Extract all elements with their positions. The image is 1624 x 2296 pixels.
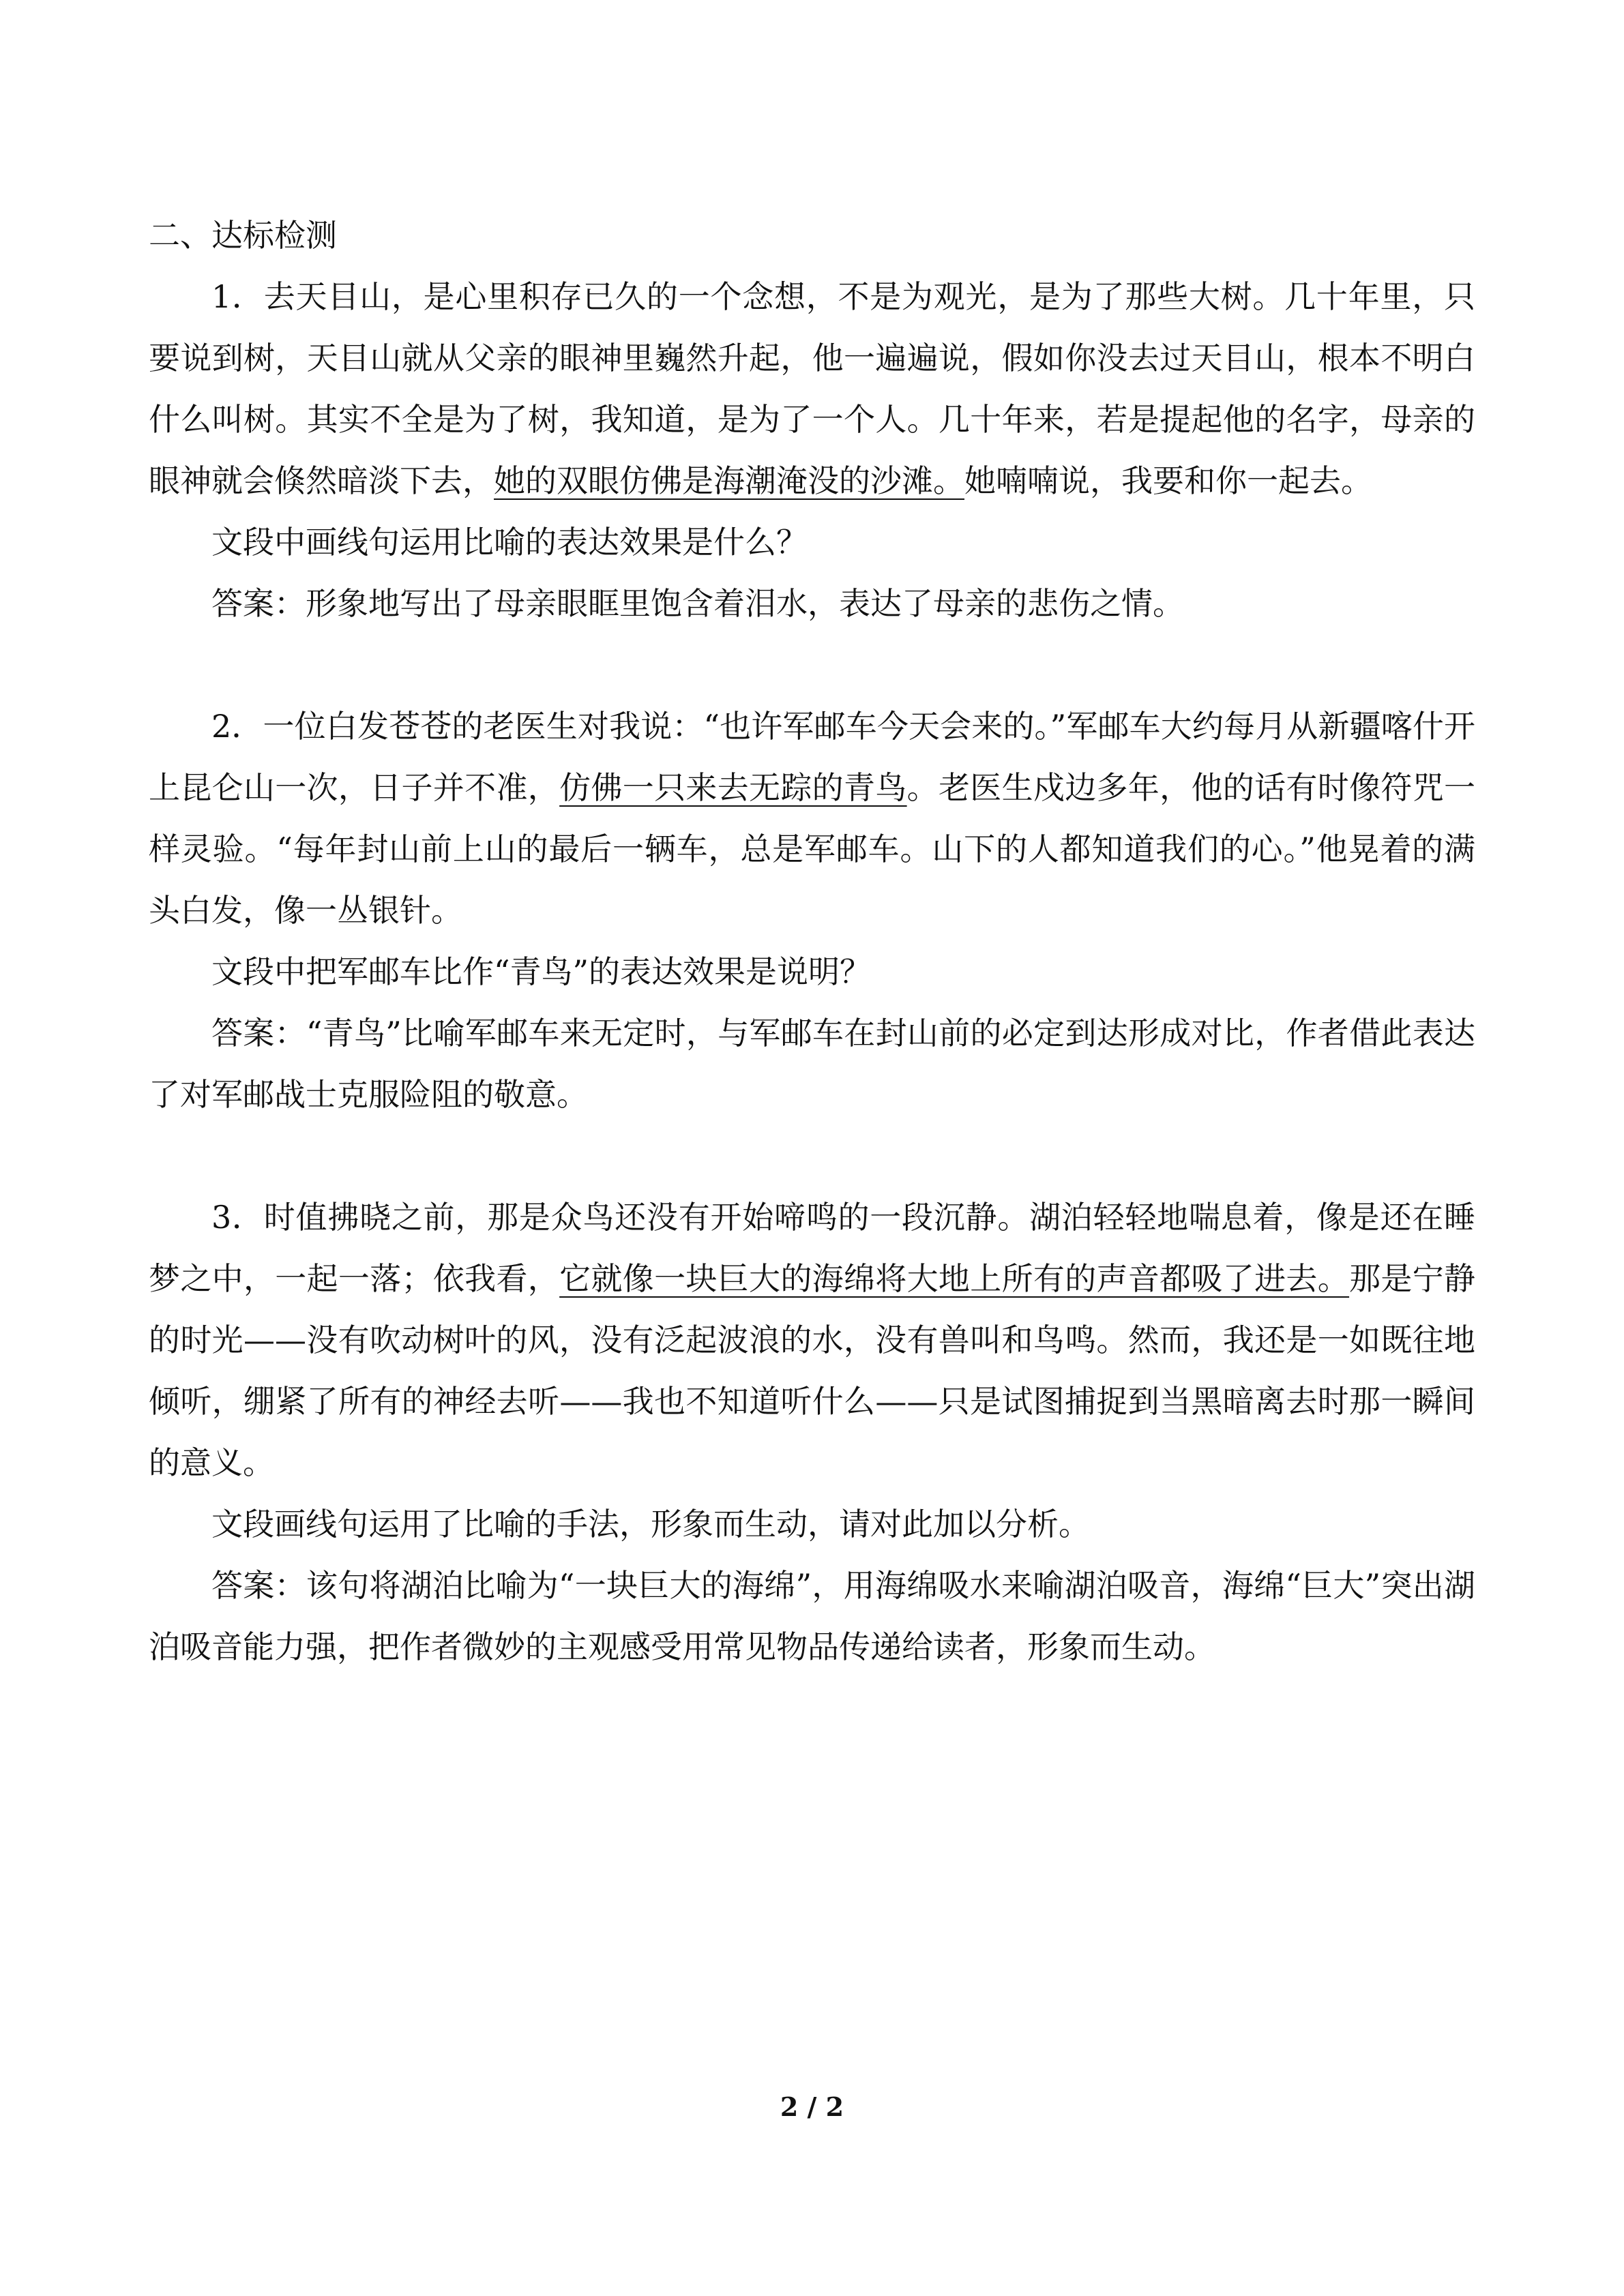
passage-1-text-b: 她喃喃说，我要和你一起去。 (964, 462, 1372, 499)
spacer (149, 1125, 1475, 1187)
passage-1 (149, 266, 1475, 511)
passage-2 (149, 696, 1475, 941)
passage-3 (149, 1187, 1475, 1493)
passage-3-text-b: 那是宁静的时光——没有吹动树叶的风，没有泛起波浪的水，没有兽叫和鸟鸣。然而，我还是一如既往地倾听，绷紧了所有的神经去听——我也不知道听什么——只是试图捕捉到当黑暗离去时那一瞬间的意义。 (149, 1260, 1476, 1481)
passage-3-underlined-sentence: 它就像一块巨大的海绵将大地上所有的声音都吸了进去。 (559, 1260, 1350, 1297)
passage-1-underlined-sentence: 她的双眼仿佛是海潮淹没的沙滩。 (494, 462, 964, 499)
passage-2-underlined-sentence: 仿佛一只来去无踪的青鸟 (559, 769, 907, 806)
page-content (149, 205, 1475, 1678)
passage-3-text-a: 3．时值拂晓之前，那是众鸟还没有开始啼鸣的一段沉静。湖泊轻轻地喘息着，像是还在睡梦之中，一起一落；依我看， (149, 1199, 1475, 1297)
answer-2: 答案：“青鸟”比喻军邮车来无定时，与军邮车在封山前的必定到达形成对比，作者借此表达了对军邮战士克服险阻的敬意。 (149, 1015, 1475, 1113)
question-1: 文段中画线句运用比喻的表达效果是什么？ (211, 524, 808, 561)
passage-2-text-b: 。老医生戍边多年，他的话有时像符咒一样灵验。“每年封山前上山的最后一辆车，总是军邮车。山下的人都知道我们的心。”他晃着的满头白发，像一丛银针。 (149, 769, 1476, 929)
spacer (149, 634, 1475, 696)
question-2: 文段中把军邮车比作“青鸟”的表达效果是说明？ (211, 953, 872, 990)
answer-3: 答案：该句将湖泊比喻为“一块巨大的海绵”，用海绵吸水来喻湖泊吸音，海绵“巨大”突出湖泊吸音能力强，把作者微妙的主观感受用常见物品传递给读者，形象而生动。 (149, 1567, 1475, 1665)
page-number: 2 / 2 (780, 2091, 844, 2122)
section-heading: 二、达标检测 (149, 217, 337, 254)
answer-1: 答案：形象地写出了母亲眼眶里饱含着泪水，表达了母亲的悲伤之情。 (211, 585, 1184, 622)
passage-2-text-a: 2．一位白发苍苍的老医生对我说：“也许军邮车今天会来的。”军邮车大约每月从新疆喀什开上昆仑山一次，日子并不准， (149, 708, 1475, 806)
passage-1-text-a: 1．去天目山，是心里积存已久的一个念想，不是为观光，是为了那些大树。几十年里，只要说到树，天目山就从父亲的眼神里巍然升起，他一遍遍说，假如你没去过天目山，根本不明白什么叫树。其实不全是为了树，我知道，是为了一个人。几十年来，若是提起他的名字，母亲的眼神就会倏然暗淡下去， (149, 278, 1475, 499)
question-3: 文段画线句运用了比喻的手法，形象而生动，请对此加以分析。 (211, 1506, 1090, 1542)
